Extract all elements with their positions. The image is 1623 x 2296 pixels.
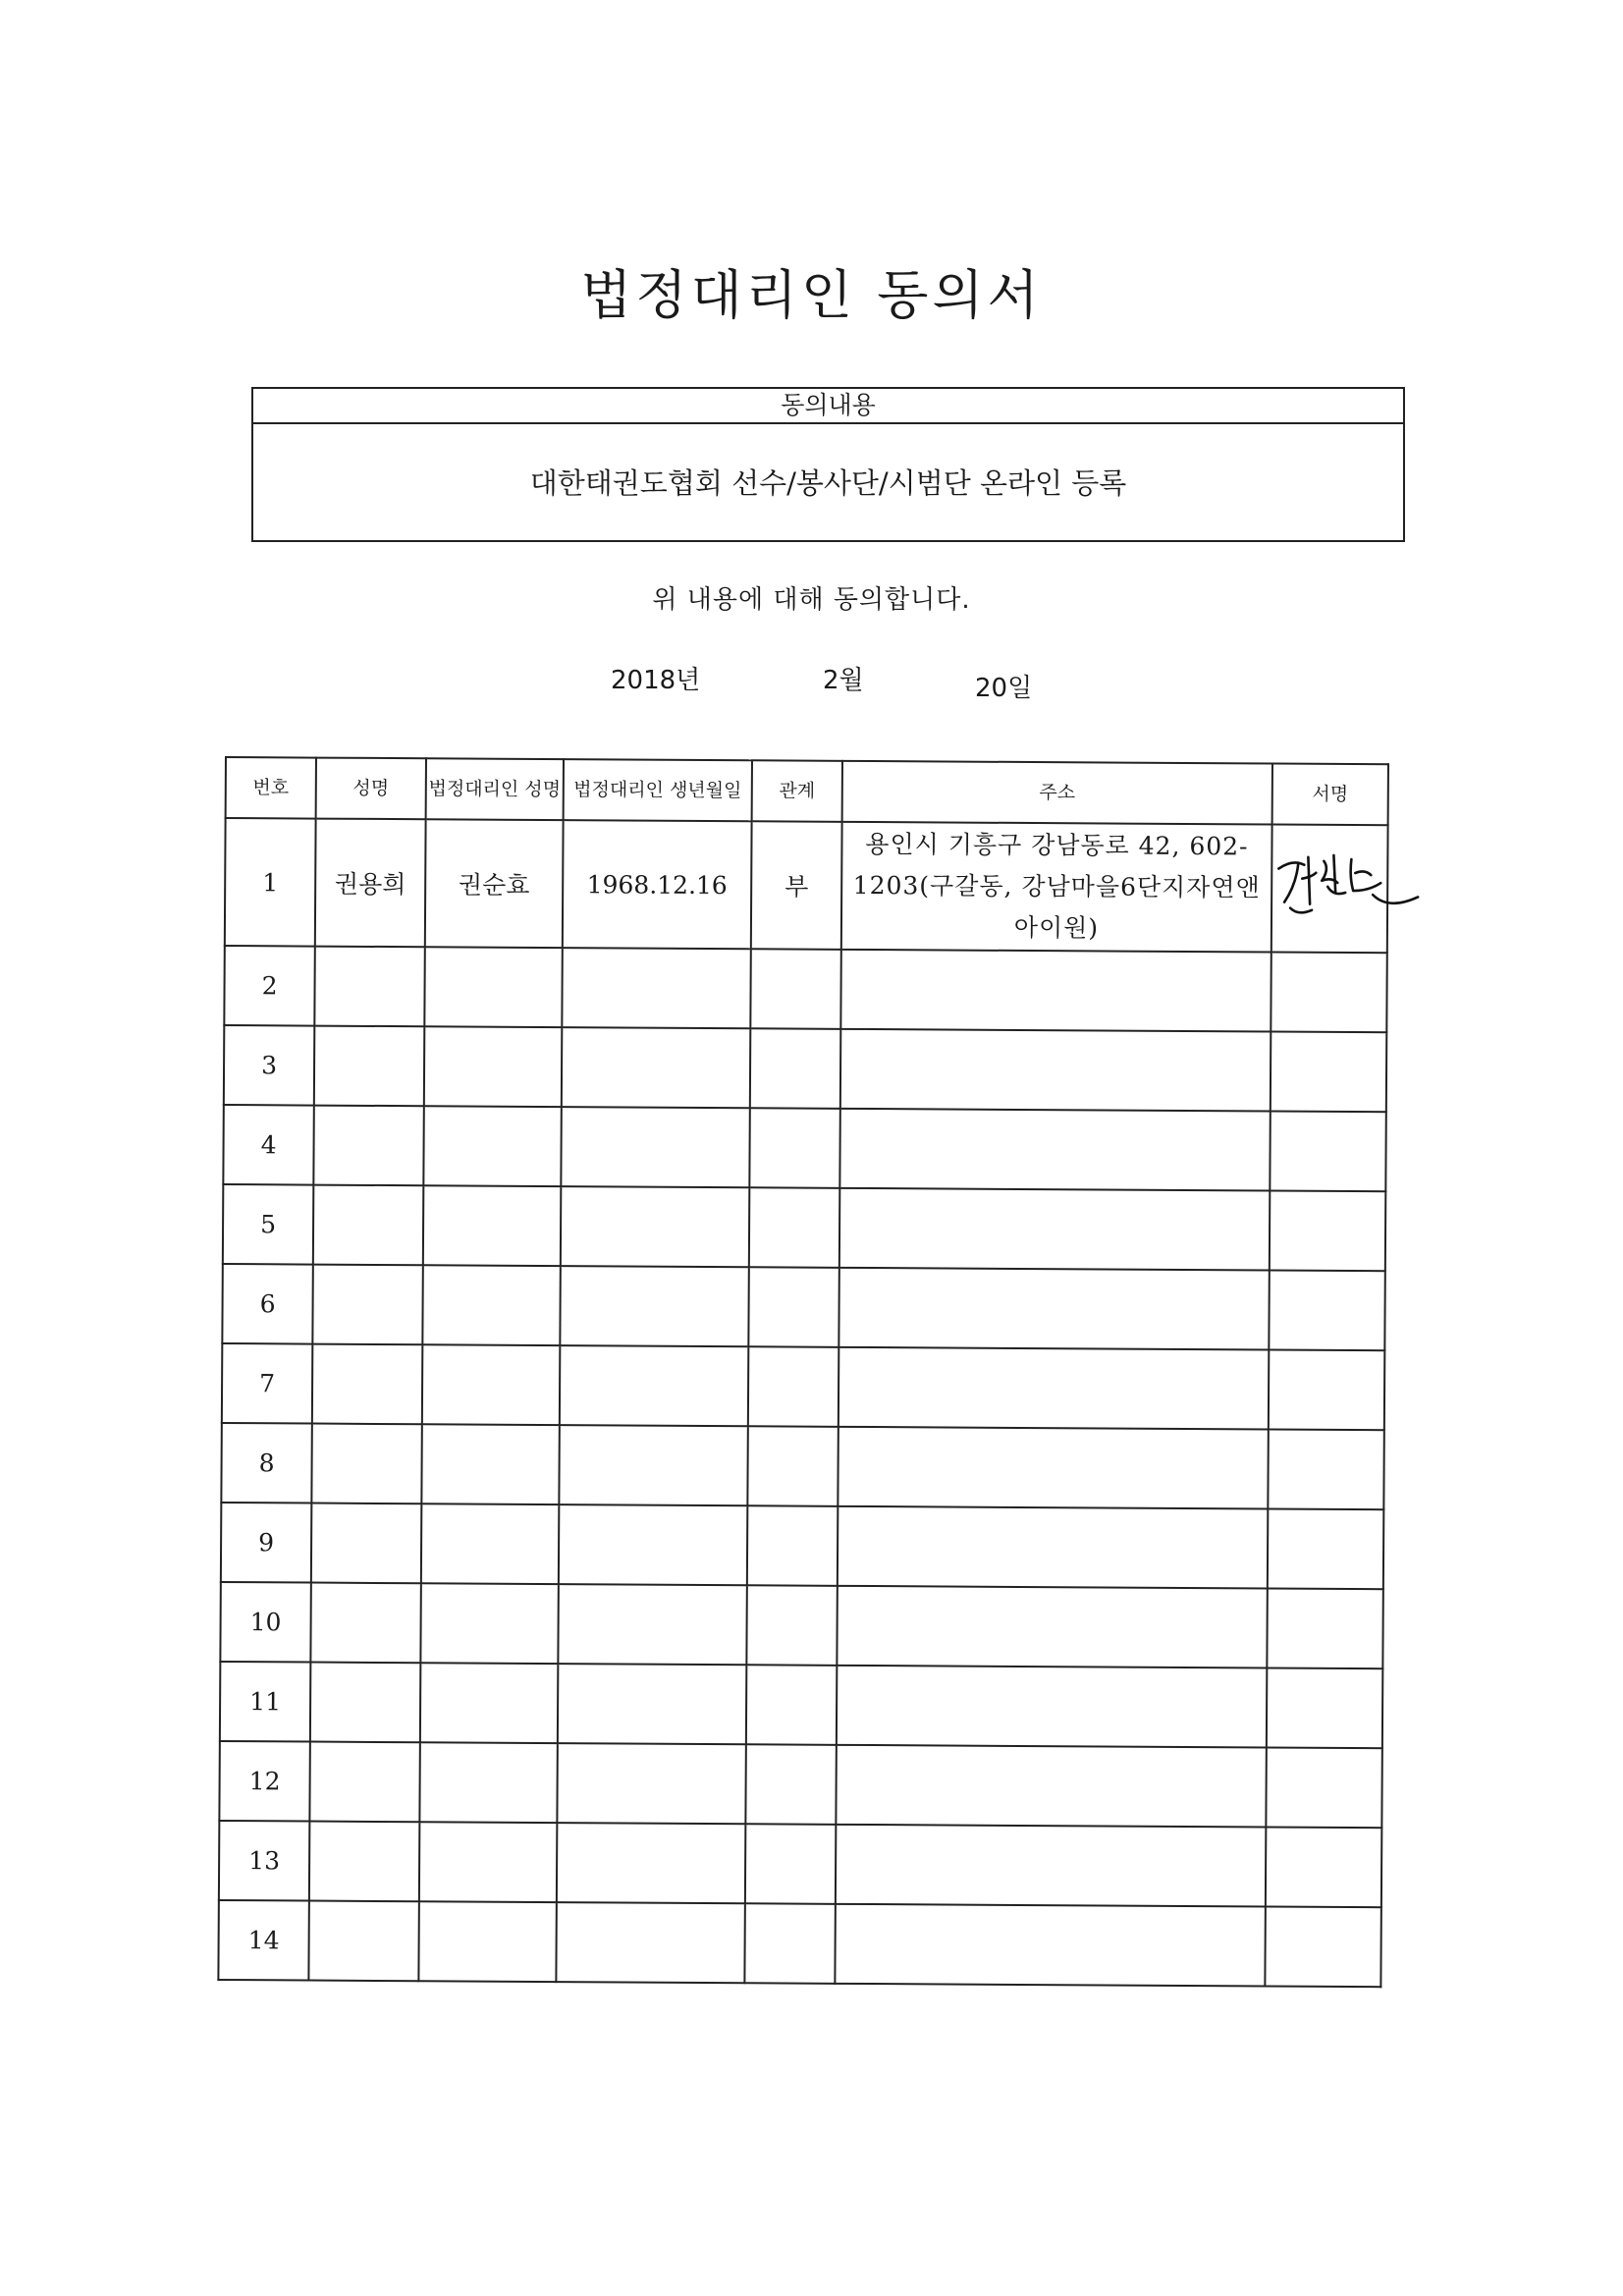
table-row xyxy=(223,1105,1385,1191)
handwritten-signature xyxy=(1272,847,1420,927)
cell-no: 3 xyxy=(224,1025,314,1106)
cell-no: 5 xyxy=(223,1184,313,1265)
cell-name: 권용희 xyxy=(315,819,426,948)
table-row xyxy=(223,1184,1385,1271)
cell-no: 11 xyxy=(220,1662,310,1742)
table-row xyxy=(221,1503,1383,1589)
table-row xyxy=(218,1900,1380,1987)
cell-no: 8 xyxy=(221,1423,311,1503)
cell-relation: 부 xyxy=(751,821,842,950)
header-relation: 관계 xyxy=(752,760,842,822)
table-row xyxy=(222,1264,1384,1350)
consent-content-box xyxy=(251,387,1405,542)
cell-no: 12 xyxy=(219,1741,309,1822)
cell-guardian-birth: 1968.12.16 xyxy=(563,820,752,949)
cell-address: 용인시 기흥구 강남동로 42, 602-1203(구갈동, 강남마을6단지자연앤아이원) xyxy=(841,822,1272,953)
cell-no: 4 xyxy=(223,1105,313,1185)
header-guardian-birth: 법정대리인 생년월일 xyxy=(564,759,752,821)
date-year: 2018년 xyxy=(611,666,701,695)
header-signature: 서명 xyxy=(1272,764,1388,826)
table-header-row xyxy=(226,757,1388,825)
header-name: 성명 xyxy=(316,758,426,820)
table-row xyxy=(224,1025,1386,1112)
date-month: 2월 xyxy=(823,666,864,695)
table-row xyxy=(225,818,1388,953)
table-row xyxy=(220,1582,1382,1668)
table-row xyxy=(219,1821,1381,1907)
cell-no: 2 xyxy=(224,946,314,1026)
cell-no: 9 xyxy=(221,1503,311,1583)
table-row xyxy=(224,946,1386,1032)
header-guardian-name: 법정대리인 성명 xyxy=(426,758,564,820)
table-row xyxy=(221,1423,1383,1509)
agreement-statement: 위 내용에 대해 동의합니다. xyxy=(652,585,971,615)
cell-no: 14 xyxy=(218,1900,308,1981)
date-day: 20일 xyxy=(975,674,1033,703)
cell-guardian-name: 권순효 xyxy=(425,819,564,948)
table-row xyxy=(222,1343,1384,1430)
cell-no: 6 xyxy=(222,1264,312,1344)
guardian-consent-table xyxy=(217,756,1389,1988)
table-row xyxy=(220,1662,1382,1748)
header-address: 주소 xyxy=(842,761,1272,825)
table-row xyxy=(219,1741,1381,1828)
document-title: 법정대리인 동의서 xyxy=(580,264,1043,326)
header-no: 번호 xyxy=(226,757,316,819)
cell-no: 1 xyxy=(225,818,316,947)
cell-no: 10 xyxy=(220,1582,310,1663)
cell-no: 7 xyxy=(222,1343,312,1424)
consent-heading: 동의내용 xyxy=(253,389,1403,424)
cell-signature xyxy=(1271,825,1388,954)
consent-content: 대한태권도협회 선수/봉사단/시범단 온라인 등록 xyxy=(529,466,1127,500)
cell-no: 13 xyxy=(219,1821,309,1901)
